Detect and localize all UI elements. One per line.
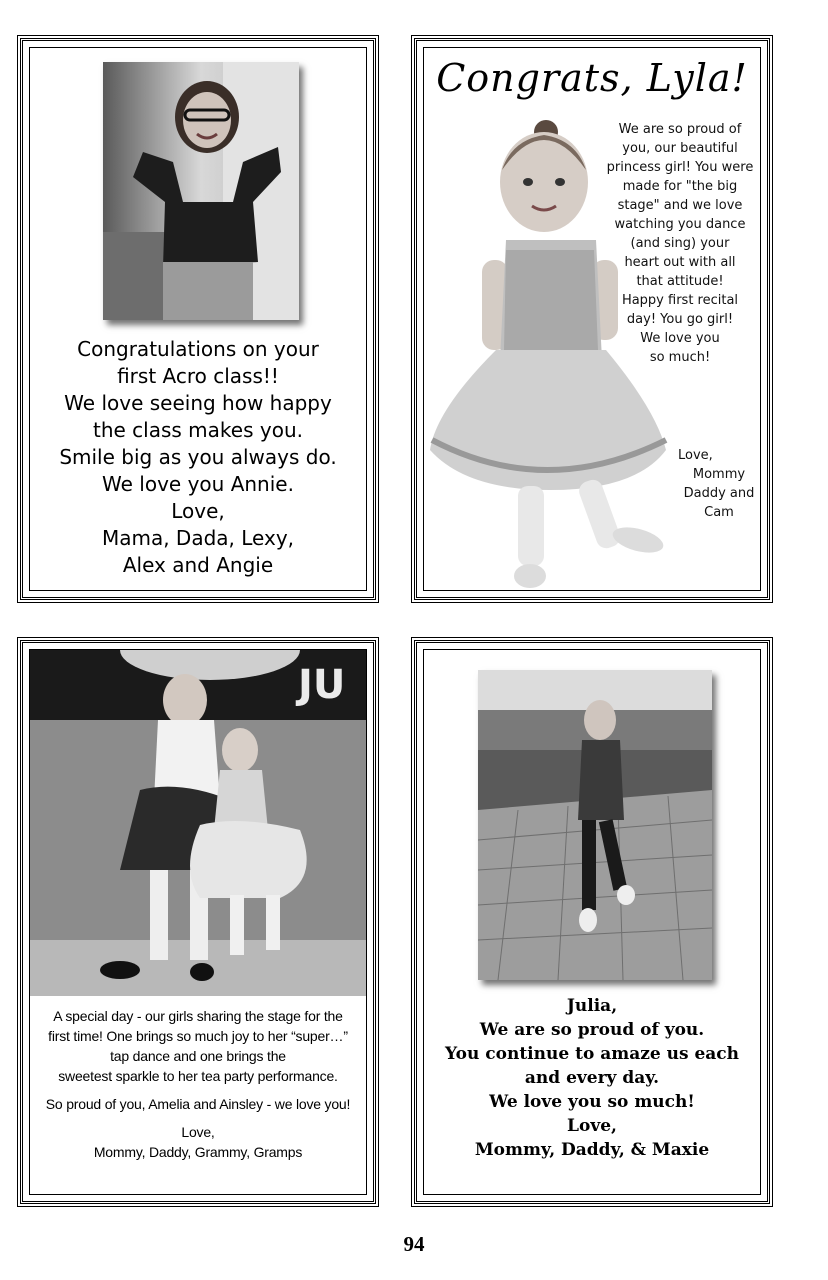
ad-julia [414, 640, 770, 1204]
amelia-line-5: So proud of you, Amelia and Ainsley - we love you! [45, 1096, 351, 1112]
amelia-line-3: tap dance and one brings the [110, 1048, 286, 1064]
ad-amelia-inner [29, 649, 367, 1195]
julia-photo-image [478, 670, 712, 980]
julia-message [424, 994, 760, 1162]
ad-annie-inner [29, 47, 367, 591]
lyla-line-9: that attitude! [636, 274, 724, 289]
julia-line-1: Julia, [566, 996, 618, 1016]
annie-line-2: first Acro class!! [117, 364, 279, 388]
lyla-message [592, 120, 761, 367]
lyla-signature [674, 446, 761, 522]
annie-photo-image [103, 62, 299, 320]
lyla-title: Congrats, Lyla! [436, 56, 748, 100]
julia-line-2: We are so proud of you. [479, 1020, 705, 1040]
lyla-line-4: made for "the big [622, 179, 738, 194]
lyla-line-2: you, our beautiful [622, 141, 738, 156]
lyla-sig-3: Daddy and [683, 486, 755, 501]
lyla-line-13: so much! [649, 350, 711, 365]
lyla-line-8: heart out with all [624, 255, 736, 270]
lyla-line-10: Happy first recital [621, 293, 739, 308]
amelia-line-2: first time! One brings so much joy to her “super…” [48, 1028, 348, 1044]
annie-line-1: Congratulations on your [77, 337, 319, 361]
lyla-sig-2: Mommy [692, 467, 746, 482]
lyla-line-6: watching you dance [614, 217, 746, 232]
julia-line-6: Love, [567, 1116, 617, 1136]
amelia-photo-image [30, 650, 367, 996]
lyla-line-5: stage" and we love [617, 198, 743, 213]
julia-line-3: You continue to amaze us each [445, 1044, 739, 1064]
annie-line-4: the class makes you. [93, 418, 303, 442]
annie-line-7: Love, [171, 499, 225, 523]
wall-text: JU [298, 662, 346, 708]
annie-line-9: Alex and Angie [122, 553, 274, 577]
lyla-line-3: princess girl! You were [606, 160, 754, 175]
annie-message [30, 336, 366, 579]
lyla-line-11: day! You go girl! [626, 312, 734, 327]
amelia-line-1: A special day - our girls sharing the stage for the [53, 1008, 343, 1024]
ad-julia-inner [423, 649, 761, 1195]
julia-line-4: and every day. [524, 1068, 660, 1088]
amelia-message [30, 1006, 366, 1162]
amelia-photo [30, 650, 367, 996]
annie-photo [103, 62, 299, 320]
lyla-line-12: We love you [640, 331, 720, 346]
lyla-line-1: We are so proud of [618, 122, 742, 137]
amelia-sig-2: Mommy, Daddy, Grammy, Gramps [93, 1144, 303, 1160]
amelia-sig-1: Love, [181, 1124, 215, 1140]
julia-line-5: We love you so much! [489, 1092, 695, 1112]
julia-photo [478, 670, 712, 980]
ad-annie [20, 38, 376, 600]
amelia-line-4: sweetest sparkle to her tea party performance. [58, 1068, 338, 1084]
annie-line-8: Mama, Dada, Lexy, [101, 526, 295, 550]
ad-amelia-ainsley [20, 640, 376, 1204]
ad-lyla [414, 38, 770, 600]
lyla-sig-4: Cam [704, 505, 734, 520]
annie-line-6: We love you Annie. [102, 472, 294, 496]
lyla-sig-1: Love, [678, 448, 713, 463]
annie-line-3: We love seeing how happy [64, 391, 332, 415]
annie-line-5: Smile big as you always do. [59, 445, 337, 469]
lyla-line-7: (and sing) your [630, 236, 730, 251]
page-number: 94 [403, 1232, 425, 1256]
ad-lyla-inner [423, 47, 761, 591]
julia-line-7: Mommy, Daddy, & Maxie [474, 1140, 710, 1160]
